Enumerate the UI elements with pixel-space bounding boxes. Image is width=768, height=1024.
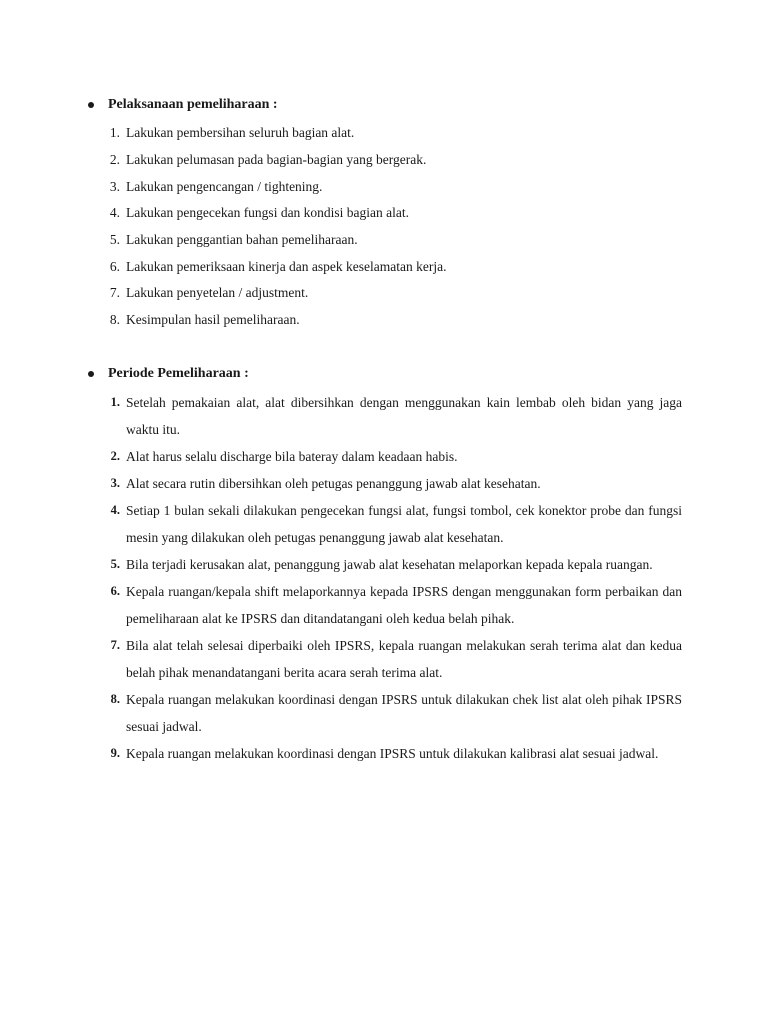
section-heading [88,93,682,117]
list-item [88,578,682,632]
list-item-text: Lakukan pengecekan fungsi dan kondisi bagian alat. [126,205,410,221]
list-item-number: 3. [109,178,120,194]
numbered-list [88,120,682,334]
list-item-text: Lakukan pelumasan pada bagian-bagian yang bergerak. [126,152,427,168]
list-item-text: Lakukan pemeriksaan kinerja dan aspek keselamatan kerja. [126,258,447,274]
list-item-text: Alat secara rutin dibersihkan oleh petugas penanggung jawab alat kesehatan. [126,476,541,491]
list-item-number: 6. [109,258,120,274]
list-item [88,307,682,334]
list-item-number: 5. [110,557,120,571]
list-item-number: 5. [109,232,120,248]
section-heading [88,362,682,386]
list-item-number: 3. [110,476,120,490]
list-item [88,227,682,254]
list-item-number: 6. [110,584,120,598]
list-item-number: 9. [110,746,120,760]
list-item-number: 4. [110,503,120,517]
list-item-number: 8. [110,692,120,706]
list-item-text: Kepala ruangan melakukan koordinasi dengan IPSRS untuk dilakukan chek list alat oleh pihak IPSRS sesuai jadwal. [126,692,682,734]
list-item [88,389,682,443]
list-item-text: Lakukan pengencangan / tightening. [126,178,323,194]
list-item [88,120,682,147]
section-heading-text: Pelaksanaan pemeliharaan : [108,97,278,112]
list-item-text: Kepala ruangan melakukan koordinasi dengan IPSRS untuk dilakukan kalibrasi alat sesuai jadwal. [126,746,659,761]
list-item-text: Kepala ruangan/kepala shift melaporkannya kepada IPSRS dengan menggunakan form perbaikan dan pemeliharaan alat ke IPSRS dan ditandatangani oleh kedua belah pihak. [126,584,682,626]
list-item-number: 4. [109,205,120,221]
list-item-text: Alat harus selalu discharge bila bateray dalam keadaan habis. [126,449,458,464]
section-periode [88,362,682,767]
list-item-text: Lakukan penyetelan / adjustment. [126,285,309,301]
numbered-list [88,389,682,767]
list-item [88,686,682,740]
list-item [88,632,682,686]
list-item-number: 8. [109,312,120,328]
list-item [88,497,682,551]
list-item-number: 7. [110,638,120,652]
list-item [88,443,682,470]
list-item-number: 1. [109,125,120,141]
list-item [88,173,682,200]
list-item [88,740,682,767]
bullet-icon [88,102,94,108]
list-item-text: Bila alat telah selesai diperbaiki oleh IPSRS, kepala ruangan melakukan serah terima alat dan kedua belah pihak menandatangani berita acara serah terima alat. [126,638,682,680]
section-heading-text: Periode Pemeliharaan : [108,366,249,381]
list-item-text: Setiap 1 bulan sekali dilakukan pengecekan fungsi alat, fungsi tombol, cek konektor probe dan fungsi mesin yang dilakukan oleh petugas penanggung jawab alat kesehatan. [126,503,682,545]
list-item-number: 7. [109,285,120,301]
list-item-text: Lakukan penggantian bahan pemeliharaan. [126,232,358,248]
list-item [88,200,682,227]
list-item [88,280,682,307]
list-item [88,551,682,578]
list-item-text: Setelah pemakaian alat, alat dibersihkan dengan menggunakan kain lembab oleh bidan yang jaga waktu itu. [126,395,682,437]
list-item-number: 2. [109,152,120,168]
list-item-number: 2. [110,449,120,463]
section-pelaksanaan [88,93,682,334]
list-item [88,147,682,174]
list-item-text: Lakukan pembersihan seluruh bagian alat. [126,125,355,141]
bullet-icon [88,371,94,377]
list-item-text: Bila terjadi kerusakan alat, penanggung jawab alat kesehatan melaporkan kepada kepala ruangan. [126,557,653,572]
list-item [88,253,682,280]
list-item-number: 1. [110,395,120,409]
list-item-text: Kesimpulan hasil pemeliharaan. [126,312,300,328]
list-item [88,470,682,497]
